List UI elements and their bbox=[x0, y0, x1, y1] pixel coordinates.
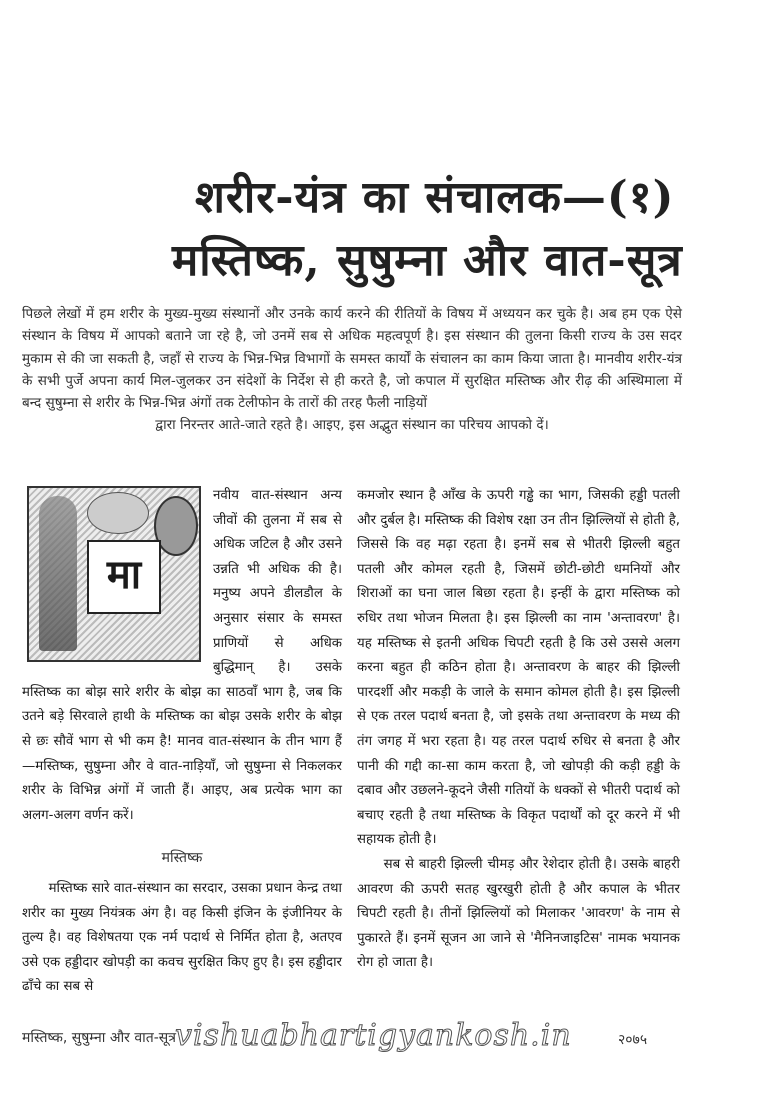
section-heading: मस्तिष्क bbox=[161, 850, 203, 867]
illustration-anatomy bbox=[27, 486, 201, 662]
article-title-line-1: शरीर-यंत्र का संचालक—(१) bbox=[195, 172, 675, 223]
skeleton-image bbox=[39, 496, 77, 651]
right-column bbox=[357, 484, 680, 976]
brain-image bbox=[87, 492, 149, 534]
right-paragraph-1: कमजोर स्थान है आँख के ऊपरी गड्ढे का भाग, जिसकी हड्डी पतली और दुर्बल है। मस्तिष्क की विशेष रक्षा उन तीन झिल्लियों से होती है, जिससे कि वह मढ़ा रहता है। इनमें सब से भीतरी झिल्ली बहुत पतली और कोमल रहती है, जिसमें छोटी-छोटी धमनियों और शिराओं का घना जाल बिछा रहता है। इन्हीं के द्वारा मस्तिष्क को रुधिर तथा भोजन मिलता है। इस झिल्ली का नाम 'अन्तावरण' है। यह मस्तिष्क से इतनी अधिक चिपटी रहती है कि उसे उससे अलग करना बहुत ही कठिन होता है। अन्तावरण के बाहर की झिल्ली पारदर्शी और मकड़ी के जाले के समान कोमल होती है। इस झिल्ली से एक तरल पदार्थ बनता है, जो इसके तथा अन्तावरण के मध्य की तंग जगह में भरा रहता है। यह तरल पदार्थ रुधिर से बनता है और पानी की गद्दी का-सा काम करता है, जो खोपड़ी की कड़ी हड्डी के दबाव और उछलने-कूदने जैसी गतियों के धक्कों से भीतरी पदार्थ को बचाए रहती है तथा मस्तिष्क के विकृत पदार्थों को दूर करने में भी सहायक होती है। bbox=[357, 488, 680, 848]
running-footer-title: मस्तिष्क, सुषुम्ना और वात-सूत्र bbox=[22, 1030, 176, 1046]
intro-text: पिछले लेखों में हम शरीर के मुख्य-मुख्य संस्थानों और उनके कार्य करने की रीतियों के विषय में अध्ययन कर चुके है। अब हम एक ऐसे संस्थान के विषय में आपको बताने जा रहे है, जो उनमें सब से अधिक महत्वपूर्ण है। इस संस्थान की तुलना किसी राज्य के उस सदर मुकाम से की जा सकती है, जहाँ से राज्य के भिन्न-भिन्न विभागों के समस्त कार्यों के संचालन का काम किया जाता है। मानवीय शरीर-यंत्र के सभी पुर्जे अपना कार्य मिल-जुलकर उन संदेशों के निर्देश से ही करते है, जो कपाल में सुरक्षित मस्तिष्क और रीढ़ की अस्थिमाला में बन्द सुषुम्ना से शरीर के भिन्न-भिन्न अंगों तक टेलीफोन के तारों की तरह फैली नाड़ियों bbox=[22, 306, 682, 412]
watermark: vishuabhartigyankosh.in bbox=[175, 1018, 572, 1053]
left-column bbox=[22, 484, 342, 1000]
intro-paragraph bbox=[22, 303, 682, 437]
intro-last-line: द्वारा निरन्तर आते-जाते रहते है। आइए, इस अद्भुत संस्थान का परिचय आपको दें। bbox=[155, 417, 549, 434]
article-title-line-2: मस्तिष्क, सुषुम्ना और वात-सूत्र bbox=[172, 235, 683, 286]
page-number: २०७५ bbox=[618, 1032, 648, 1048]
left-paragraph-1: नवीय वात-संस्थान अन्य जीवों की तुलना में सब से अधिक जटिल है और उसने उन्नति भी अधिक की है। मनुष्य अपने डीलडौल के अनुसार संसार के समस्त प्राणियों से अधिक बुद्धिमान् है। उसके मस्तिष्क का बोझ सारे शरीर के बोझ का साठवाँ भाग है, जब कि उतने बड़े सिरवाले हाथी के मस्तिष्क का बोझ उसके शरीर के बोझ से छः सौवें भाग से भी कम है! मानव वात-संस्थान के तीन भाग हैं—मस्तिष्क, सुषुम्ना और वे वात-नाड़ियाँ, जो सुषुम्ना से निकलकर शरीर के विभिन्न अंगों में जाती हैं। आइए, अब प्रत्येक भाग का अलग-अलग वर्णन करें। bbox=[22, 488, 342, 823]
drop-cap: मा bbox=[87, 540, 161, 614]
right-paragraph-2: सब से बाहरी झिल्ली चीमड़ और रेशेदार होती है। उसके बाहरी आवरण की ऊपरी सतह खुरखुरी होती है और कपाल के भीतर चिपटी रहती है। तीनों झिल्लियों को मिलाकर 'आवरण' के नाम से पुकारते हैं। इनमें सूजन आ जाने से 'मैनिनजाइटिस' नामक भयानक रोग हो जाता है। bbox=[357, 856, 680, 971]
left-paragraph-2: मस्तिष्क सारे वात-संस्थान का सरदार, उसका प्रधान केन्द्र तथा शरीर का मुख्य नियंत्रक अंग है। वह किसी इंजिन के इंजीनियर के तुल्य है। वह विशेषतया एक नर्म पदार्थ से निर्मित होता है, अतएव उसे एक हड्डीदार खोपड़ी का कवच सुरक्षित किए हुए है। इस हड्डीदार ढाँचे का सब से bbox=[22, 880, 342, 995]
